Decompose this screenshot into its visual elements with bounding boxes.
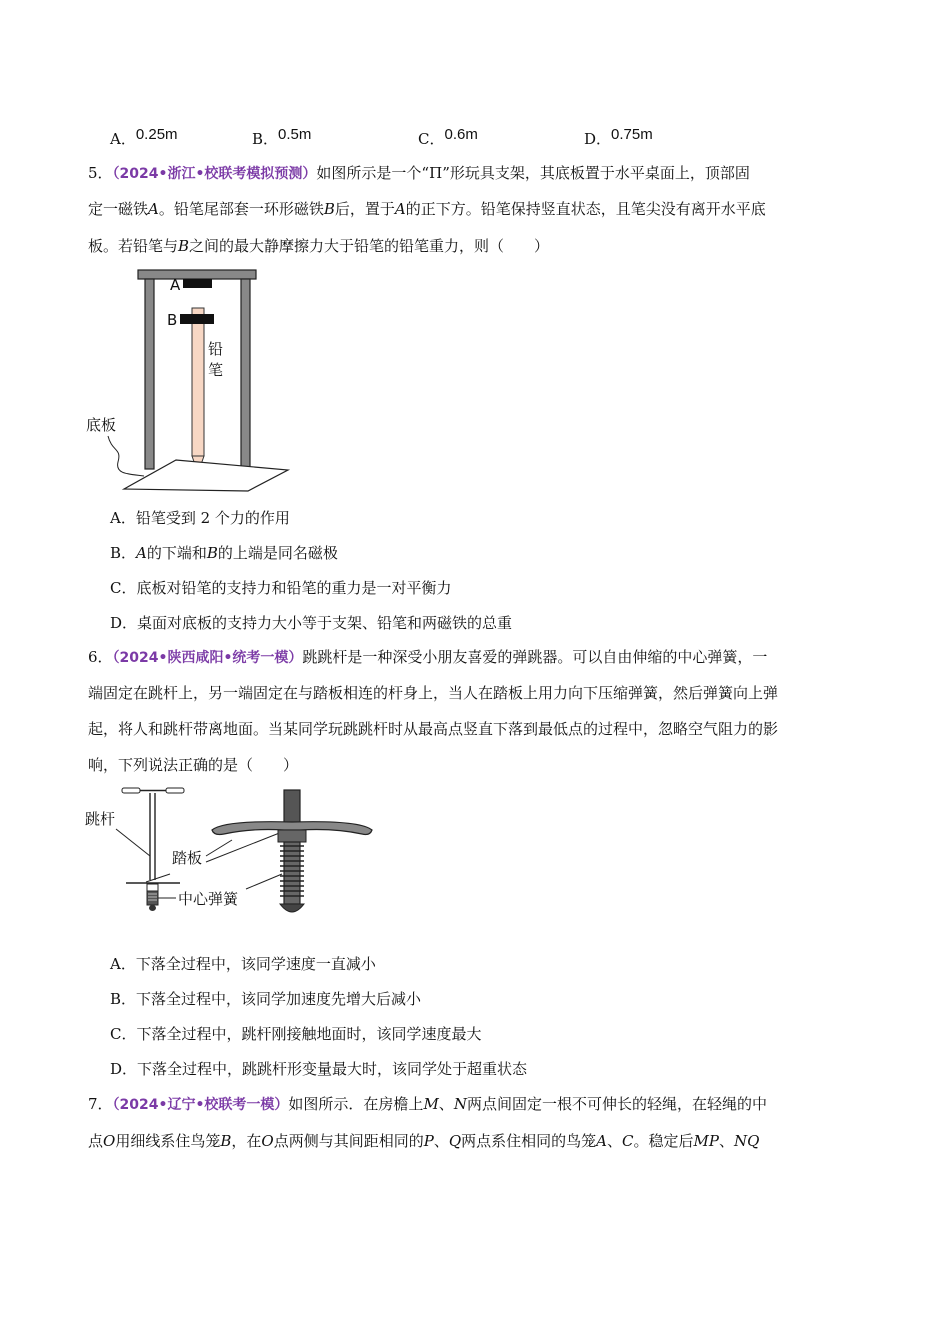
q5-stem-line-2: 定一磁铁A。铅笔尾部套一环形磁铁B后，置于A的正下方。铅笔保持竖直状态，且笔尖没有离开水平底 [88,200,766,218]
q7-source: （2024•辽宁•校联考一模） [112,1097,289,1113]
q4-option-a[interactable]: A．0.25m [110,126,178,148]
q7-stem-line-1: 7．（2024•辽宁•校联考一模）如图所示．在房檐上M、N两点间固定一根不可伸长的轻绳，在轻绳的中 [88,1095,767,1113]
label-pedal: 踏板 [172,849,203,867]
label-base: 底板 [86,416,117,434]
q5-option-c[interactable]: C．底板对铅笔的支持力和铅笔的重力是一对平衡力 [110,579,452,597]
q5-option-d[interactable]: D．桌面对底板的支持力大小等于支架、铅笔和两磁铁的总重 [110,614,513,632]
q5-stem-line-1: 5．（2024•浙江•校联考模拟预测）如图所示是一个“Π”形玩具支架，其底板置于水平桌面上，顶部固 [88,164,750,182]
q6-source: （2024•陕西咸阳•统考一模） [112,650,303,666]
q6-stem-line-3: 起，将人和跳杆带离地面。当某同学玩跳跳杆时从最高点竖直下落到最低点的过程中，忽略空气阻力的影 [88,720,779,738]
pole-leader-line [116,829,150,856]
label-pencil-2: 笔 [208,361,224,379]
q5-option-b[interactable]: B．A的下端和B的上端是同名磁极 [110,544,338,562]
q6-stem-line-2: 端固定在跳杆上，另一端固定在与踏板相连的杆身上，当人在踏板上用力向下压缩弹簧，然后弹簧向上弹 [88,684,779,702]
q4-option-b[interactable]: B．0.5m [252,126,312,148]
q6-option-c[interactable]: C．下落全过程中，跳杆刚接触地面时，该同学速度最大 [110,1025,482,1043]
q7-stem-line-2: 点O用细线系住鸟笼B，在O点两侧与其间距相同的P、Q两点系住相同的鸟笼A、C。稳定后MP、NQ [88,1132,760,1150]
magnet-b [180,314,214,324]
label-b: B [167,311,178,329]
q6-stem-line-4: 响，下列说法正确的是（ ） [88,756,299,774]
q6-option-b[interactable]: B．下落全过程中，该同学加速度先增大后减小 [110,990,422,1008]
q4-option-d[interactable]: D．0.75m [584,126,653,148]
q5-stand-figure [84,262,294,494]
q5-stem-line-3: 板。若铅笔与B之间的最大静摩擦力大于铅笔的铅笔重力，则（ ） [88,237,550,255]
label-pencil-1: 铅 [208,340,224,358]
label-a: A [170,276,181,294]
q6-pogo-stick-figure [84,784,384,924]
magnet-a [183,279,212,288]
q5-source: （2024•浙江•校联考模拟预测） [112,166,317,182]
q6-option-d[interactable]: D．下落全过程中，跳跳杆形变量最大时，该同学处于超重状态 [110,1060,528,1078]
stand-right-leg [241,279,250,469]
base-leader-line [108,436,144,476]
stand-left-leg [145,279,154,469]
spring-leader-large [246,874,282,889]
stand-top-bar [138,270,256,279]
q6-option-a[interactable]: A．下落全过程中，该同学速度一直减小 [110,955,376,973]
pencil [192,308,204,456]
q4-option-c[interactable]: C．0.6m [418,126,478,148]
q6-stem-line-1: 6．（2024•陕西咸阳•统考一模）跳跳杆是一种深受小朋友喜爱的弹跳器。可以自由伸缩的中心弹簧，一 [88,648,768,666]
q5-option-a[interactable]: A．铅笔受到 2 个力的作用 [110,509,290,527]
label-spring: 中心弹簧 [178,890,239,908]
label-pole: 跳杆 [85,810,116,828]
